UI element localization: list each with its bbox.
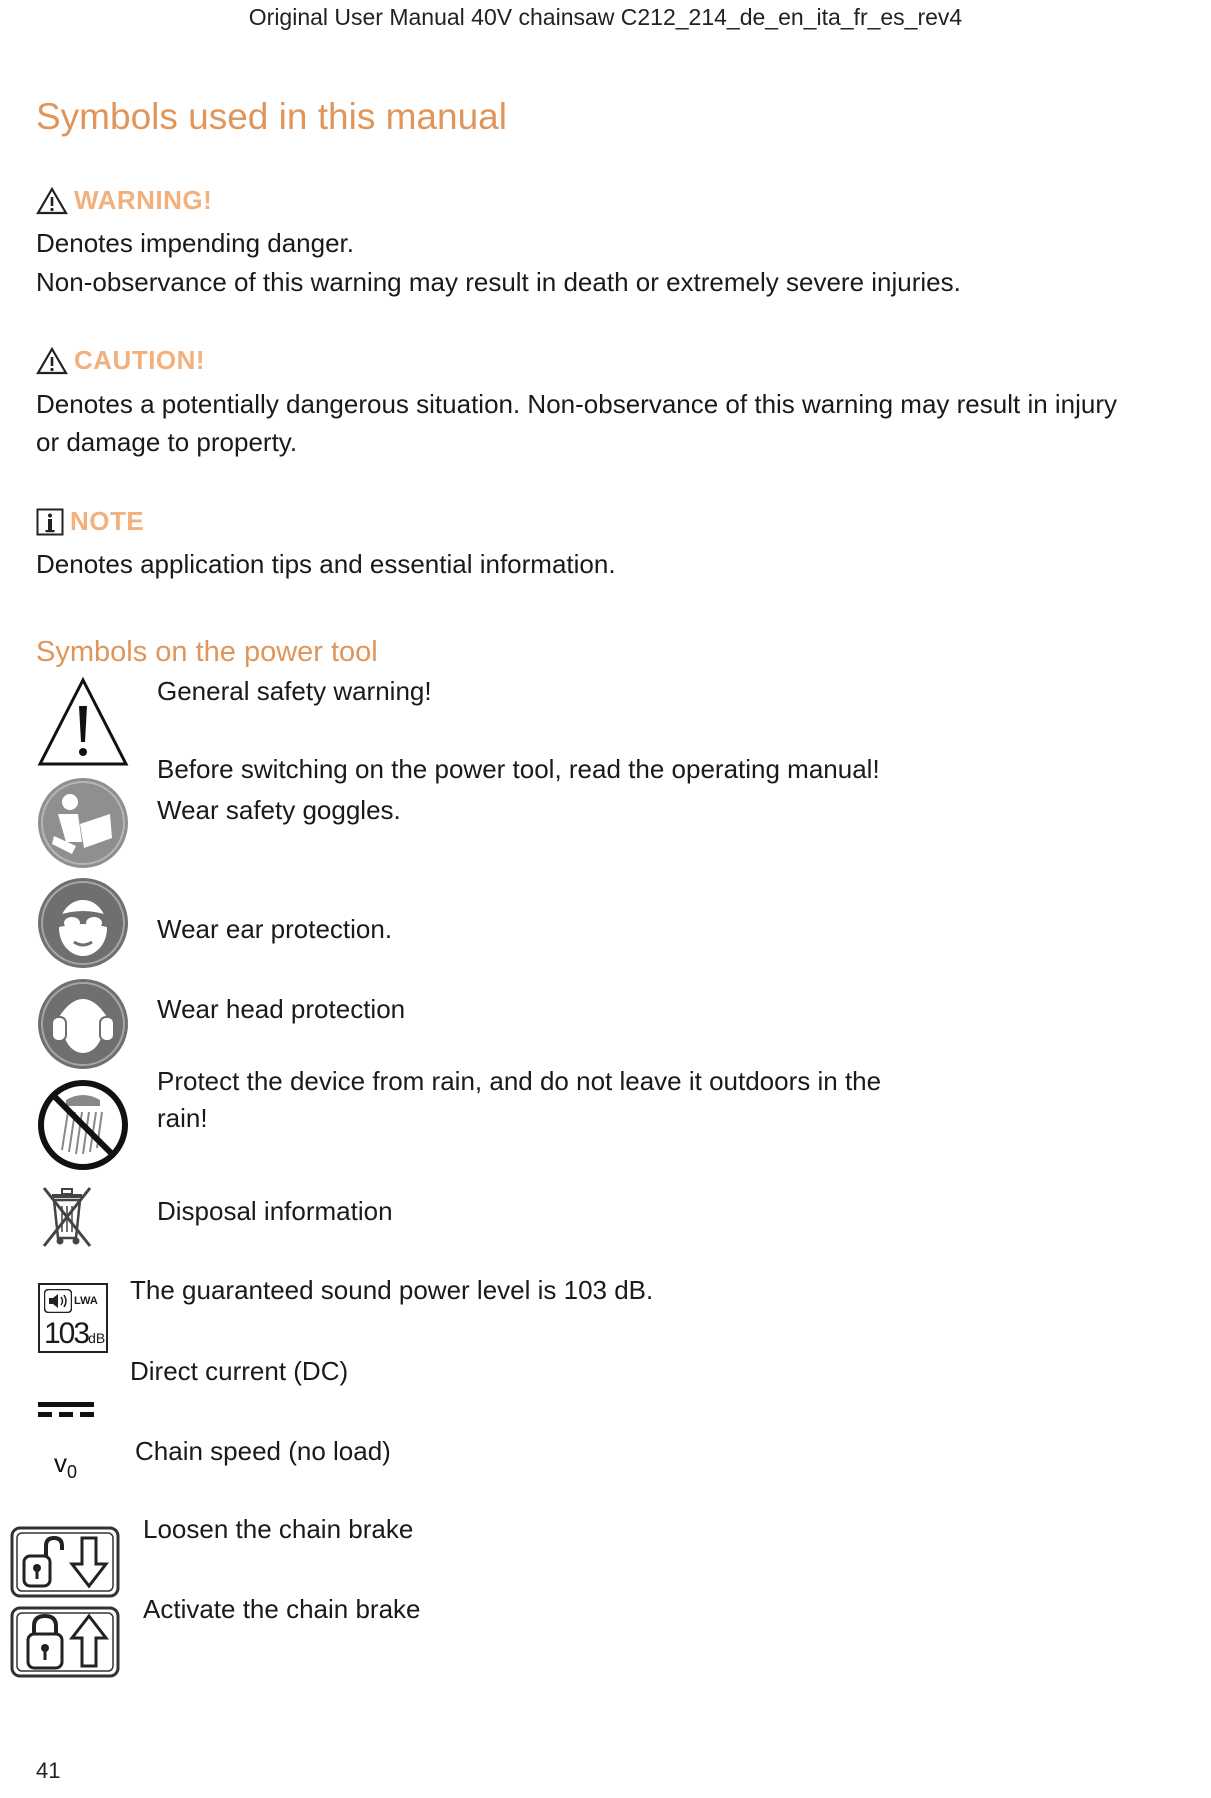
tool-item-text: Wear head protection [157, 994, 406, 1024]
tool-item-text: The guaranteed sound power level is 103 dB. [130, 1275, 654, 1305]
disposal-bin-icon [38, 1184, 96, 1250]
tool-item-text: General safety warning! [157, 676, 432, 706]
safety-goggles-icon [36, 876, 130, 970]
caution-heading [36, 345, 205, 376]
tool-section-title: Symbols on the power tool [36, 636, 378, 668]
chain-speed-symbol: v [54, 1448, 67, 1478]
sound-level-icon [38, 1283, 108, 1353]
warning-triangle-icon [36, 187, 68, 215]
tool-item-text: Wear ear protection. [157, 914, 393, 944]
tool-item-text: Activate the chain brake [143, 1594, 421, 1624]
warning-line-1: Denotes impending danger. [36, 228, 355, 258]
caution-line-1: Denotes a potentially dangerous situation. Non-observance of this warning may result in injury [36, 389, 1118, 419]
general-warning-icon [36, 676, 130, 768]
tool-item-text: Protect the device from rain, and do not leave it outdoors in the [157, 1066, 882, 1096]
tool-item-text: Loosen the chain brake [143, 1514, 414, 1544]
tool-item-text: Direct current (DC) [130, 1356, 349, 1386]
note-line-1: Denotes application tips and essential information. [36, 549, 616, 579]
warning-label: WARNING! [74, 185, 213, 215]
sound-badge-unit: dB [88, 1330, 106, 1346]
loosen-brake-icon [10, 1526, 120, 1598]
page-number: 41 [36, 1758, 61, 1783]
sound-badge-value: 103 [44, 1317, 89, 1350]
tool-item-text: Chain speed (no load) [135, 1436, 391, 1466]
info-icon [36, 508, 64, 536]
activate-brake-icon [10, 1606, 120, 1678]
caution-line-2: or damage to property. [36, 427, 298, 457]
caution-triangle-icon [36, 347, 68, 375]
speaker-icon [44, 1289, 72, 1313]
tool-item-text: Before switching on the power tool, read the operating manual! [157, 754, 880, 784]
note-label: NOTE [70, 506, 145, 536]
sound-badge-label: LWA [74, 1295, 98, 1307]
ear-protection-icon [36, 977, 130, 1071]
document-header: Original User Manual 40V chainsaw C212_214_de_en_ita_fr_es_rev4 [248, 4, 963, 30]
read-manual-icon [36, 776, 130, 870]
caution-label: CAUTION! [74, 345, 206, 375]
chain-speed-subscript: 0 [67, 1462, 78, 1483]
note-heading [36, 506, 144, 537]
tool-item-text: Wear safety goggles. [157, 795, 401, 825]
warning-heading [36, 185, 212, 216]
chain-speed-icon [54, 1448, 77, 1483]
tool-item-text-cont: rain! [157, 1103, 208, 1133]
tool-item-text: Disposal information [157, 1196, 393, 1226]
no-rain-icon [36, 1078, 130, 1172]
page-title: Symbols used in this manual [36, 96, 507, 137]
direct-current-icon [38, 1400, 94, 1420]
warning-line-2: Non-observance of this warning may result in death or extremely severe injuries. [36, 267, 961, 297]
